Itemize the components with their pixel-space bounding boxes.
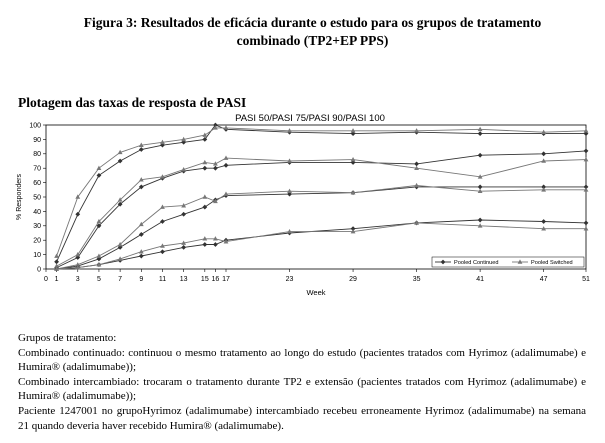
caption-heading: Grupos de tratamento: — [18, 332, 117, 344]
x-tick-label: 9 — [139, 276, 144, 283]
data-point-diamond — [118, 159, 123, 164]
data-point-triangle — [54, 253, 59, 257]
series-pasi75-switched — [54, 156, 588, 268]
y-tick-label: 50 — [33, 194, 41, 202]
x-tick-label: 13 — [179, 276, 188, 283]
data-point-diamond — [181, 245, 186, 250]
x-tick-label: 1 — [54, 276, 59, 283]
x-tick-label: 7 — [118, 276, 123, 283]
y-tick-label: 0 — [37, 266, 41, 274]
x-tick-label: 47 — [539, 276, 548, 283]
data-point-diamond — [213, 242, 218, 247]
section-title: Plotagem das taxas de resposta de PASI — [18, 95, 247, 110]
y-axis — [29, 122, 46, 273]
series-line — [57, 151, 586, 268]
legend-entry: Pooled Switched — [531, 260, 573, 266]
data-point-diamond — [160, 219, 165, 224]
x-tick-label: 51 — [582, 276, 590, 283]
data-point-diamond — [181, 212, 186, 217]
data-point-diamond — [414, 161, 419, 166]
y-tick-label: 70 — [33, 165, 41, 173]
x-tick-label: 23 — [285, 276, 294, 283]
y-tick-label: 60 — [33, 180, 41, 187]
caption-line-2: Combinado intercambiado: trocaram o tratamento durante TP2 e extensão (pacientes tratados com Hyrimoz (adalimumabe) e Humira® (adalimumabe)); — [18, 375, 586, 403]
data-point-diamond — [584, 149, 589, 154]
y-tick-label: 100 — [29, 122, 41, 130]
x-tick-label: 16 — [211, 276, 220, 283]
caption-line-3: Paciente 1247001 no grupoHyrimoz (adalimumabe) intercambiado recebeu erroneamente Hyrimoz (adalimumabe) na semana 21 quando deveria haver recebido Humira® (adalimumabe). — [18, 404, 586, 432]
data-point-triangle — [414, 183, 419, 187]
x-axis-label: Week — [306, 288, 326, 297]
y-tick-label: 40 — [33, 208, 41, 216]
data-point-triangle — [584, 128, 589, 132]
x-tick-label: 41 — [476, 276, 485, 283]
y-tick-label: 90 — [33, 136, 41, 144]
data-point-triangle — [202, 160, 207, 164]
figure-title-line-1: Figura 3: Resultados de eficácia durante o estudo para os grupos de tratamento — [83, 15, 542, 30]
legend — [432, 257, 584, 267]
y-tick-label: 10 — [33, 252, 41, 259]
y-axis-label: % Responders — [16, 174, 23, 220]
series-pasi75-continued — [54, 149, 588, 270]
x-axis — [44, 269, 590, 283]
x-tick-label: 15 — [200, 276, 209, 283]
data-point-diamond — [139, 147, 144, 152]
figure-title — [40, 14, 585, 50]
data-point-diamond — [54, 259, 59, 264]
caption-line-1: Combinado continuado: continuou o mesmo tratamento ao longo do estudo (pacientes tratados com Hyrimoz (adalimumabe) e Humira® (adalimumabe)); — [18, 346, 586, 374]
caption — [18, 331, 586, 433]
y-tick-label: 80 — [33, 151, 41, 159]
data-point-diamond — [541, 151, 546, 156]
pasi-response-chart — [0, 108, 605, 298]
data-point-triangle — [139, 222, 144, 226]
x-tick-label: 29 — [349, 276, 357, 283]
y-tick-label: 30 — [33, 223, 41, 231]
data-point-diamond — [541, 219, 546, 224]
x-tick-label: 0 — [44, 276, 48, 283]
data-point-triangle — [224, 156, 229, 160]
y-tick-label: 20 — [33, 237, 41, 245]
data-point-diamond — [224, 163, 229, 168]
data-point-diamond — [202, 242, 207, 247]
data-point-triangle — [97, 253, 102, 257]
chart-title: PASI 50/PASI 75/PASI 90/PASI 100 — [235, 113, 385, 124]
data-point-triangle — [202, 132, 207, 136]
data-point-diamond — [213, 166, 218, 171]
data-point-triangle — [584, 157, 589, 161]
data-point-diamond — [478, 185, 483, 190]
x-tick-label: 11 — [158, 276, 167, 283]
data-point-diamond — [202, 166, 207, 171]
data-point-triangle — [202, 194, 207, 198]
data-point-diamond — [478, 131, 483, 136]
series-layer — [54, 123, 588, 272]
data-point-diamond — [584, 221, 589, 226]
x-tick-label: 17 — [222, 276, 230, 283]
legend-entry: Pooled Continued — [454, 260, 499, 266]
data-point-diamond — [139, 254, 144, 259]
data-point-diamond — [478, 153, 483, 158]
data-point-triangle — [351, 157, 356, 161]
x-tick-label: 3 — [75, 276, 80, 283]
data-point-diamond — [139, 232, 144, 237]
plot-frame — [46, 125, 586, 269]
data-point-diamond — [478, 218, 483, 223]
data-point-diamond — [75, 212, 80, 217]
x-tick-label: 5 — [96, 276, 101, 283]
x-tick-label: 35 — [412, 276, 421, 283]
figure-title-line-2: combinado (TP2+EP PPS) — [236, 33, 389, 48]
series-line — [57, 158, 586, 266]
data-point-triangle — [97, 166, 102, 170]
data-point-diamond — [160, 249, 165, 254]
